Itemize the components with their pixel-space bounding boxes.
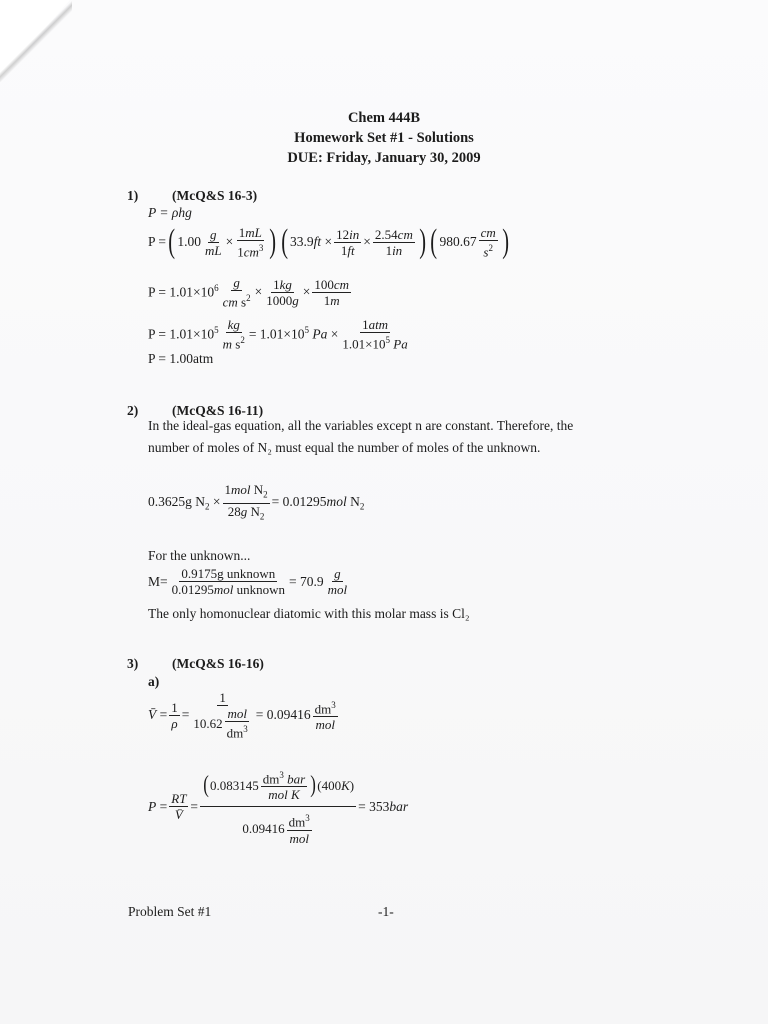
problem-2-reference: (McQ&S 16-11) (172, 403, 264, 418)
conclusion-text: The only homonuclear diatomic with this molar mass is Cl₂ (148, 606, 470, 621)
unknown-intro: For the unknown... (148, 548, 251, 563)
problem-3-reference: (McQ&S 16-16) (172, 656, 264, 671)
problem-2-text-line-2: number of moles of N₂ must equal the number of moles of the unknown. (148, 440, 541, 455)
equation-line-2: $P = 1.01\times 10^6$ $\frac{g}{cm s^2}$ × $\frac{1kg}{1000g}$ × $\frac{100cm}{1m}$ (148, 275, 350, 310)
molar-mass-equation: M= $\frac{\text{0.9175g unknown}}{\text{0.01295mol unknown}}$ = 70.9 $\frac{g}{\text{mol}}$ (148, 566, 348, 597)
problem-2-number: 2) (127, 403, 139, 418)
pressure-rt-equation: P = $\frac{RT}{V̄}$ = ( 0.083145 $\frac{dm^3 bar}{\text{mol K}}$ ) (400 K ) 0.09416 $\frac{dm^3}{\text{mol}}$ = 353bar (148, 770, 409, 846)
problem-2-text-line-1: In the ideal-gas equation, all the variables except n are constant. Therefore, the (148, 418, 574, 433)
footer-label: Problem Set #1 (128, 904, 212, 919)
document-title: Homework Set #1 - Solutions (294, 130, 474, 146)
due-date: DUE: Friday, January 30, 2009 (287, 150, 481, 166)
pressure-formula: P = ρhg (148, 205, 192, 220)
moles-n2-equation: 0.3625g $N_2$ × $\frac{1mol N_2}{28g N_2}$ = 0.01295mol $N_2$ (148, 482, 365, 522)
course-title: Chem 444B (347, 110, 421, 126)
problem-3-number: 3) (127, 656, 139, 671)
equation-line-1: P = ( 1.00 $\frac{g}{mL}$ × $\frac{1mL}{1cm^3}$ ) ( 33.9ft × $\frac{12in}{1ft}$ × $\frac{2.54cm}{1in}$ ) ( 980.67 $\frac{cm}{s^2}$ ) (148, 223, 509, 261)
result-pressure: P = 1.00atm (148, 351, 214, 366)
problem-1-reference: (McQ&S 16-3) (172, 188, 258, 203)
page-number: -1- (378, 904, 394, 919)
equation-line-3: $P = 1.01\times 10^5$ $\frac{kg}{m s^2}$ = $1.01\times 10^5$ Pa × $\frac{\text{1atm}}{1.01\times 10^5 Pa}$ (148, 317, 408, 352)
problem-1-number: 1) (127, 188, 139, 203)
corner-shadow (0, 0, 72, 82)
molar-volume-equation: V̄ = $\frac{1}{\rho}$ = 1 10.62 $\frac{\text{mol}}{dm^3}$ = 0.09416 $\frac{dm^3}{\text{mol}}$ (148, 690, 336, 741)
part-a-label: a) (148, 674, 160, 689)
